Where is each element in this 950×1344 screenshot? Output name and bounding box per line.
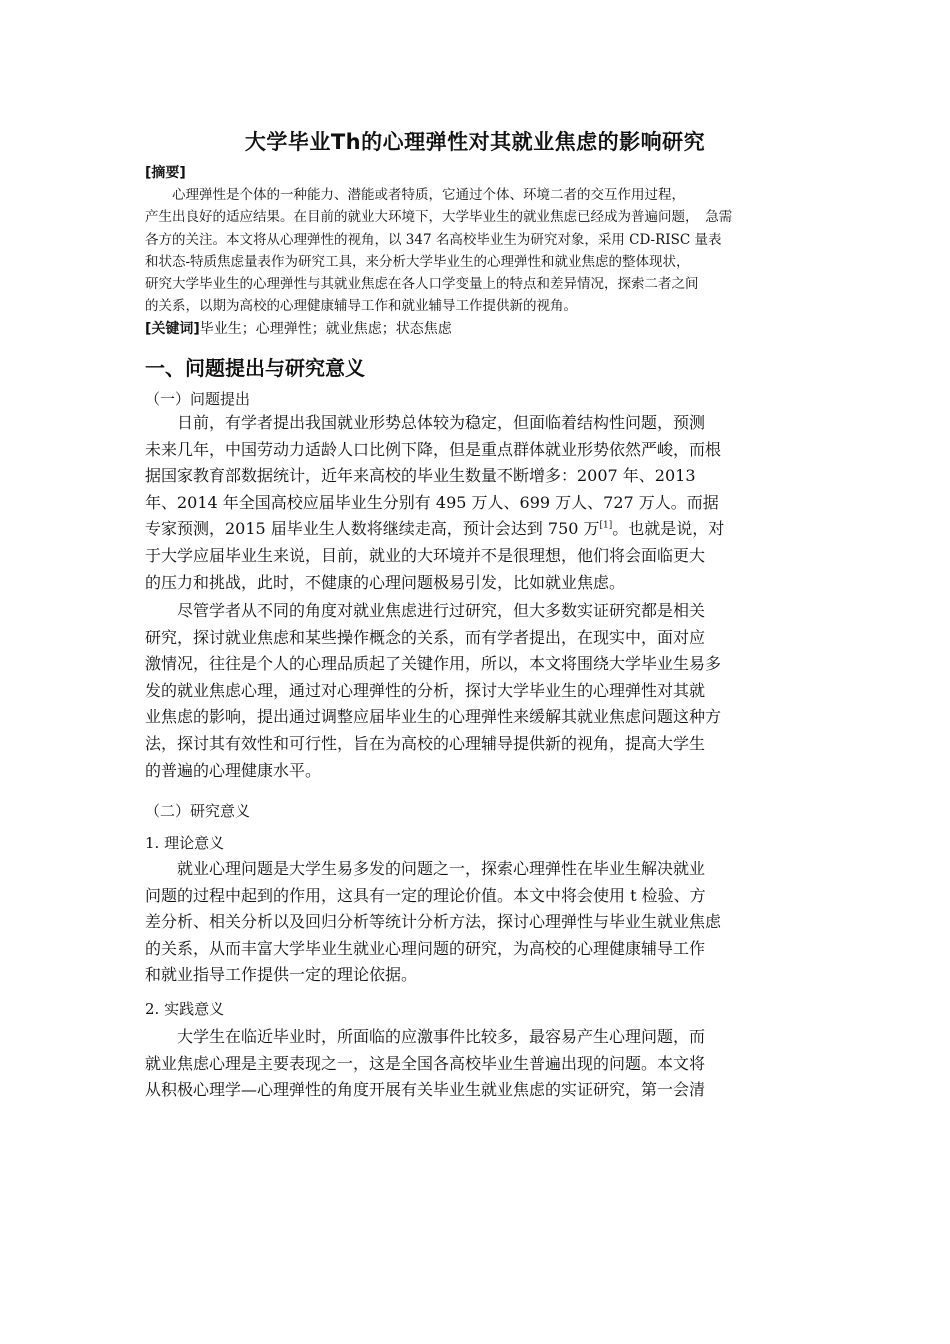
- paragraph-line: 从积极心理学—心理弹性的角度开展有关毕业生就业焦虑的实证研究，第一会清: [145, 1080, 706, 1100]
- paragraph-line: 和就业指导工作提供一定的理论依据。: [145, 965, 418, 985]
- paragraph-line: 的普遍的心理健康水平。: [145, 760, 322, 780]
- paragraph-line: 尽管学者从不同的角度对就业焦虑进行过研究，但大多数实证研究都是相关: [145, 601, 706, 620]
- paragraph-line: 业焦虑的影响，提出通过调整应届毕业生的心理弹性来缓解其就业焦虑问题这种方: [145, 707, 722, 727]
- abstract-label: [摘要]: [145, 165, 186, 181]
- paragraph-line: 问题的过程中起到的作用，这具有一定的理论价值。本文中将会使用 t 检验、方: [145, 885, 706, 905]
- paragraph-line: 激情况，往往是个人的心理品质起了关键作用，所以，本文将围绕大学毕业生易多: [145, 654, 722, 674]
- abstract-body: [145, 184, 807, 318]
- paragraph-4: [145, 1024, 810, 1104]
- paragraph-line: 日前，有学者提出我国就业形势总体较为稳定，但面临着结构性问题，预测: [145, 413, 706, 432]
- list-item-heading: 2. 实践意义: [145, 1000, 225, 1018]
- abstract-line: 心理弹性是个体的一种能力、潜能或者特质，它通过个体、环境二者的交互作用过程，: [145, 187, 685, 203]
- abstract-line: 产生出良好的适应结果。在目前的就业大环境下，大学毕业生的就业焦虑已经成为普遍问题， 急需: [145, 209, 733, 226]
- abstract-line: 和状态-特质焦虑量表作为研究工具，来分析大学毕业生的心理弹性和就业焦虑的整体现状，: [145, 253, 690, 270]
- subsection-heading: （二）研究意义: [145, 802, 251, 820]
- paragraph-2: [145, 598, 810, 784]
- paragraph-3: [145, 856, 810, 989]
- paragraph-line: 大学生在临近毕业时，所面临的应激事件比较多，最容易产生心理问题，而: [145, 1027, 706, 1046]
- paragraph-line: 就业焦虑心理是主要表现之一，这是全国各高校毕业生普遍出现的问题。本文将: [145, 1053, 706, 1073]
- list-item-heading: 1. 理论意义: [145, 834, 225, 852]
- keywords-text: 毕业生；心理弹性；就业焦虑；状态焦虑: [199, 321, 452, 337]
- document-title: 大学毕业Th的心理弹性对其就业焦虑的影响研究: [244, 130, 706, 154]
- keywords-label: [关键词]: [145, 321, 200, 337]
- paragraph-line: 研究，探讨就业焦虑和某些操作概念的关系，而有学者提出，在现实中，面对应: [145, 627, 706, 647]
- section-heading: 一、问题提出与研究意义: [145, 356, 365, 380]
- paragraph-line: 于大学应届毕业生来说，目前，就业的大环境并不是很理想，他们将会面临更大: [145, 545, 706, 565]
- paragraph-1: [145, 410, 810, 596]
- keywords-line: [145, 318, 452, 338]
- paragraph-line: 法，探讨其有效性和可行性，旨在为高校的心理辅导提供新的视角，提高大学生: [145, 733, 706, 753]
- paragraph-line: 未来几年，中国劳动力适龄人口比例下降，但是重点群体就业形势依然严峻，而根: [145, 439, 722, 459]
- paragraph-text: 。也就是说，对: [612, 519, 725, 539]
- paragraph-line: 据国家教育部数据统计，近年来高校的毕业生数量不断增多：2007 年、2013: [145, 466, 696, 486]
- paragraph-line: 的关系，从而丰富大学毕业生就业心理问题的研究，为高校的心理健康辅导工作: [145, 938, 706, 958]
- paragraph-line: 的压力和挑战，此时，不健康的心理问题极易引发，比如就业焦虑。: [145, 572, 626, 592]
- paragraph-line: 就业心理问题是大学生易多发的问题之一，探索心理弹性在毕业生解决就业: [145, 859, 706, 878]
- paragraph-text: 专家预测，2015 届毕业生人数将继续走高，预计会达到 750 万: [145, 519, 600, 539]
- abstract-line: 各方的关注。本文将从心理弹性的视角，以 347 名高校毕业生为研究对象，采用 CD-RISC 量表: [145, 231, 722, 248]
- abstract-line: 研究大学毕业生的心理弹性与其就业焦虑在各人口学变量上的特点和差异情况，探索二者之间: [145, 276, 699, 293]
- paragraph-line: 年、2014 年全国高校应届毕业生分别有 495 万人、699 万人、727 万人。而据: [145, 492, 719, 512]
- paragraph-line: 发的就业焦虑心理，通过对心理弹性的分析，探讨大学毕业生的心理弹性对其就: [145, 680, 706, 700]
- abstract-line: 的关系，以期为高校的心理健康辅导工作和就业辅导工作提供新的视角。: [145, 298, 577, 315]
- subsection-heading: （一）问题提出: [145, 390, 251, 408]
- paragraph-line: 差分析、相关分析以及回归分析等统计分析方法，探讨心理弹性与毕业生就业焦虑: [145, 912, 722, 932]
- citation-marker: [1]: [599, 521, 613, 532]
- paragraph-line: [145, 516, 810, 543]
